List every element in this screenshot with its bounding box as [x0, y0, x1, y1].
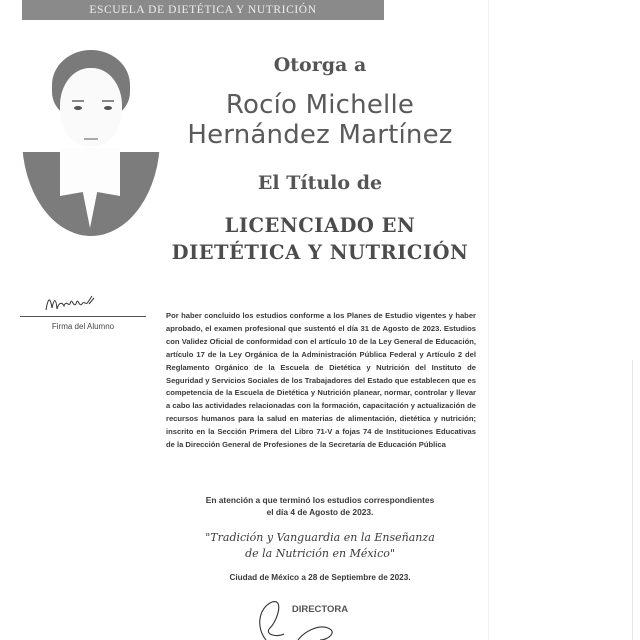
place-and-date: Ciudad de México a 28 de Septiembre de 2023. [229, 573, 411, 582]
photo-eye [104, 106, 112, 110]
degree-title [155, 212, 485, 266]
recipient-name-line2: Hernández Martínez [187, 120, 453, 150]
photo-brow [72, 100, 84, 102]
motto-line2: de la Nutrición en México" [245, 547, 395, 560]
page-edge-right [632, 360, 633, 640]
student-signature-icon [42, 292, 98, 314]
photo-mouth [84, 138, 98, 140]
recipient-name-line1: Rocío Michelle [225, 90, 415, 120]
degree-line2: DIETÉTICA Y NUTRICIÓN [171, 241, 469, 264]
photo-face [60, 68, 122, 146]
photo-brow [102, 100, 114, 102]
director-label: DIRECTORA [291, 604, 349, 615]
legal-paragraph: Por haber concluido los estudios conforme a los Planes de Estudio vigentes y haber aprobado, el examen profesional que sustentó el día 31 de Agosto de 2023. Estudios con Validez Oficial de conformidad con el artículo 10 de la Ley General de Educación, artículo 17 de la Ley Orgánica de la Administración Pública Federal y Artículo 2 del Reglamento Orgánico de la Escuela de Dietética y Nutrición del Instituto de Seguridad y Servicios Sociales de los Trabajadores del Estado que establecen que es competencia de la Escuela de Dietética y Nutrición planear, normar, controlar y llevar a cabo las actividades relacionadas con la formación, capacitación y actualización de recursos humanos para la salud en materias de alimentación, dietética y nutrición; inscrito en la Sección Primera del Libro 71-V a fojas 74 de Instituciones Educativas de la Dirección General de Profesiones de la Secretaría de Educación Pública [166, 311, 476, 450]
photo-eye [74, 106, 82, 110]
student-photo [22, 40, 160, 236]
degree-line1: LICENCIADO EN [224, 214, 416, 237]
recipient-name [160, 90, 480, 150]
student-signature-line [20, 316, 146, 317]
conclusion-line1: En atención a que terminó los estudios correspondientes [205, 495, 435, 505]
award-intro: Otorga a [273, 54, 367, 76]
title-intro: El Título de [257, 172, 383, 194]
conclusion-text [160, 494, 480, 518]
institution-motto [160, 530, 480, 562]
student-signature-label: Firma del Alumno [51, 322, 115, 331]
conclusion-line2: el día 4 de Agosto de 2023. [266, 507, 374, 517]
motto-line1: "Tradición y Vanguardia en la Enseñanza [205, 531, 435, 544]
page-edge [488, 0, 489, 640]
institution-name: ESCUELA DE DIETÉTICA Y NUTRICIÓN [89, 4, 317, 16]
institution-header-bar [22, 0, 384, 20]
